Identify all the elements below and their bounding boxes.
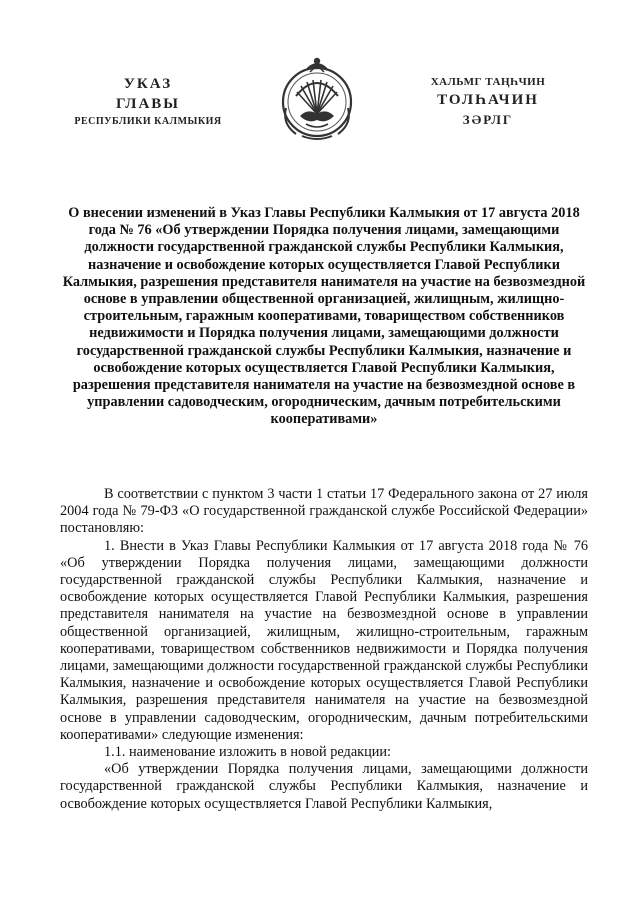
- paragraph-item-1-1: 1.1. наименование изложить в новой редакции:: [104, 744, 392, 761]
- header-left-line1: УКАЗ: [123, 76, 173, 92]
- document-body: [60, 486, 588, 813]
- document-title: О внесении изменений в Указ Главы Республики Калмыкия от 17 августа 2018 года № 76 «Об утверждении Порядка получения лицами, замещающими должности государственной гражданской службы Республики Калмыкия, назначение и освобождение которых осуществляется Главой Республики Калмыкия, разрешения представителя нанимателя на участие на безвозмездной основе в управлении общественной организацией, жилищным, жилищно-строительным, гаражным кооперативами, товариществом собственников недвижимости и Порядка получения лицами, замещающими должности государственной гражданской службы Республики Калмыкия, назначение и освобождение которых осуществляется Главой Республики Калмыкия, разрешения представителя нанимателя на участие на безвозмездной основе в управлении садоводческим, огородническим, дачным потребительскими кооперативами»: [62, 205, 586, 428]
- paragraph-quote: «Об утверждении Порядка получения лицами, замещающими должности государственной гражданской службы Республики Калмыкия, назначение и освобождение которых осуществляется Главой Республики Калмыкия,: [60, 761, 588, 812]
- header-left: [58, 74, 238, 130]
- header-right-line1: ХАЛЬМГ ТАҢҺЧИН: [430, 76, 546, 88]
- header-right-line3: ЗӘРЛГ: [462, 112, 514, 127]
- header-left-line3: РЕСПУБЛИКИ КАЛМЫКИЯ: [74, 116, 222, 127]
- header-left-line2: ГЛАВЫ: [115, 96, 181, 112]
- paragraph-item-1: 1. Внести в Указ Главы Республики Калмыкия от 17 августа 2018 года № 76 «Об утверждении Порядка получения лицами, замещающими должности государственной гражданской службы Республики Калмыкия, назначение и освобождение которых осуществляется Главой Республики Калмыкия, разрешения представителя нанимателя на участие на безвозмездной основе в управлении общественной организацией, жилищным, жилищно-строительным, гаражным кооперативами, товариществом собственников недвижимости и Порядка получения лицами, замещающими должности государственной гражданской службы Республики Калмыкия, назначение и освобождение которых осуществляется Главой Республики Калмыкия, разрешения представителя нанимателя на участие на безвозмездной основе в управлении садоводческим, огородническим, дачным потребительскими кооперативами» следующие изменения:: [60, 537, 588, 743]
- paragraph-preamble: В соответствии с пунктом 3 части 1 статьи 17 Федерального закона от 27 июля 2004 года № 79-ФЗ «О государственной гражданской службе Российской Федерации» постановляю:: [60, 486, 588, 537]
- header-right: [398, 74, 578, 130]
- coat-of-arms-icon: [272, 52, 362, 144]
- header-right-line2: ТОЛҺАЧИН: [437, 92, 539, 108]
